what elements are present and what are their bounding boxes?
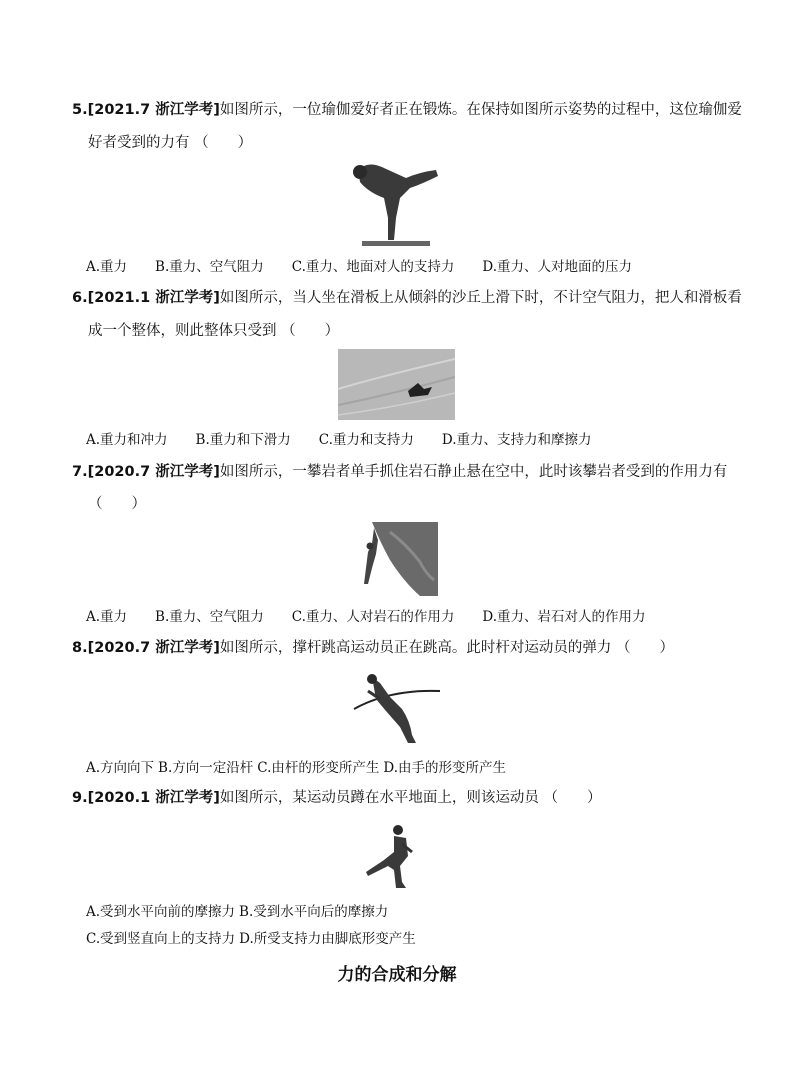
section-title: 力的合成和分解 <box>337 965 457 985</box>
question-source: [2021.7 浙江学考] <box>87 102 220 118</box>
question-number: 6. <box>72 290 88 306</box>
option-c[interactable]: C.受到竖直向上的支持力 <box>86 931 236 947</box>
question-6-line-2: 成一个整体，则此整体只受到 （ ） <box>88 323 340 339</box>
question-7-options <box>86 608 674 626</box>
option-c[interactable]: C.重力、地面对人的支持力 <box>291 259 455 275</box>
question-5-line-1 <box>72 101 742 119</box>
option-a[interactable]: A.方向向下 <box>86 760 155 776</box>
option-a[interactable]: A.受到水平向前的摩擦力 <box>86 904 236 920</box>
yoga-figure-icon <box>348 158 444 248</box>
option-b[interactable]: B.重力、空气阻力 <box>155 609 264 625</box>
question-9-options-row-1 <box>86 903 392 921</box>
question-text: 如图所示，一攀岩者单手抓住岩石静止悬在空中，此时该攀岩者受到的作用力有 <box>219 464 728 480</box>
option-d[interactable]: D.所受支持力由脚底形变产生 <box>239 931 416 947</box>
question-8-options <box>86 759 510 777</box>
question-source: [2020.1 浙江学考] <box>87 790 220 806</box>
question-5-options <box>86 258 660 276</box>
option-a[interactable]: A.重力 <box>86 259 128 275</box>
rock-climber-figure-icon <box>360 522 438 596</box>
option-c[interactable]: C.重力和支持力 <box>318 432 414 448</box>
question-8-line-1 <box>72 639 674 657</box>
question-source: [2020.7 浙江学考] <box>87 640 220 656</box>
question-5-line-2: 好者受到的力有 （ ） <box>88 135 253 151</box>
question-9-line-1 <box>72 789 601 807</box>
sand-board-figure-icon <box>338 349 455 420</box>
question-text: 如图所示，一位瑜伽爱好者正在锻炼。在保持如图所示姿势的过程中，这位瑜伽爱 <box>219 102 742 118</box>
question-7-line-1 <box>72 463 727 481</box>
option-c[interactable]: C.由杆的形变所产生 <box>257 760 380 776</box>
question-6-options <box>86 431 620 449</box>
option-d[interactable]: D.重力、支持力和摩擦力 <box>441 432 592 448</box>
question-text: 如图所示，撑杆跳高运动员正在跳高。此时杆对运动员的弹力 （ ） <box>219 640 674 656</box>
question-number: 5. <box>72 102 88 118</box>
option-b[interactable]: B.受到水平向后的摩擦力 <box>239 904 389 920</box>
question-7-line-2: （ ） <box>88 496 146 512</box>
option-b[interactable]: B.重力和下滑力 <box>195 432 291 448</box>
option-c[interactable]: C.重力、人对岩石的作用力 <box>291 609 455 625</box>
question-9-options-row-2 <box>86 930 420 948</box>
option-a[interactable]: A.重力 <box>86 609 128 625</box>
question-source: [2020.7 浙江学考] <box>87 464 220 480</box>
question-number: 7. <box>72 464 88 480</box>
option-b[interactable]: B.方向一定沿杆 <box>158 760 254 776</box>
question-source: [2021.1 浙江学考] <box>87 290 220 306</box>
option-a[interactable]: A.重力和冲力 <box>86 432 168 448</box>
question-text: 如图所示，当人坐在滑板上从倾斜的沙丘上滑下时，不计空气阻力，把人和滑板看 <box>219 290 742 306</box>
pole-vault-figure-icon <box>350 669 442 747</box>
option-d[interactable]: D.重力、岩石对人的作用力 <box>482 609 646 625</box>
squatting-athlete-figure-icon <box>366 822 418 890</box>
question-number: 9. <box>72 790 88 806</box>
option-b[interactable]: B.重力、空气阻力 <box>155 259 264 275</box>
option-d[interactable]: D.重力、人对地面的压力 <box>482 259 633 275</box>
question-6-line-1 <box>72 289 742 307</box>
question-text: 如图所示，某运动员蹲在水平地面上，则该运动员 （ ） <box>219 790 602 806</box>
question-number: 8. <box>72 640 88 656</box>
option-d[interactable]: D.由手的形变所产生 <box>383 760 507 776</box>
